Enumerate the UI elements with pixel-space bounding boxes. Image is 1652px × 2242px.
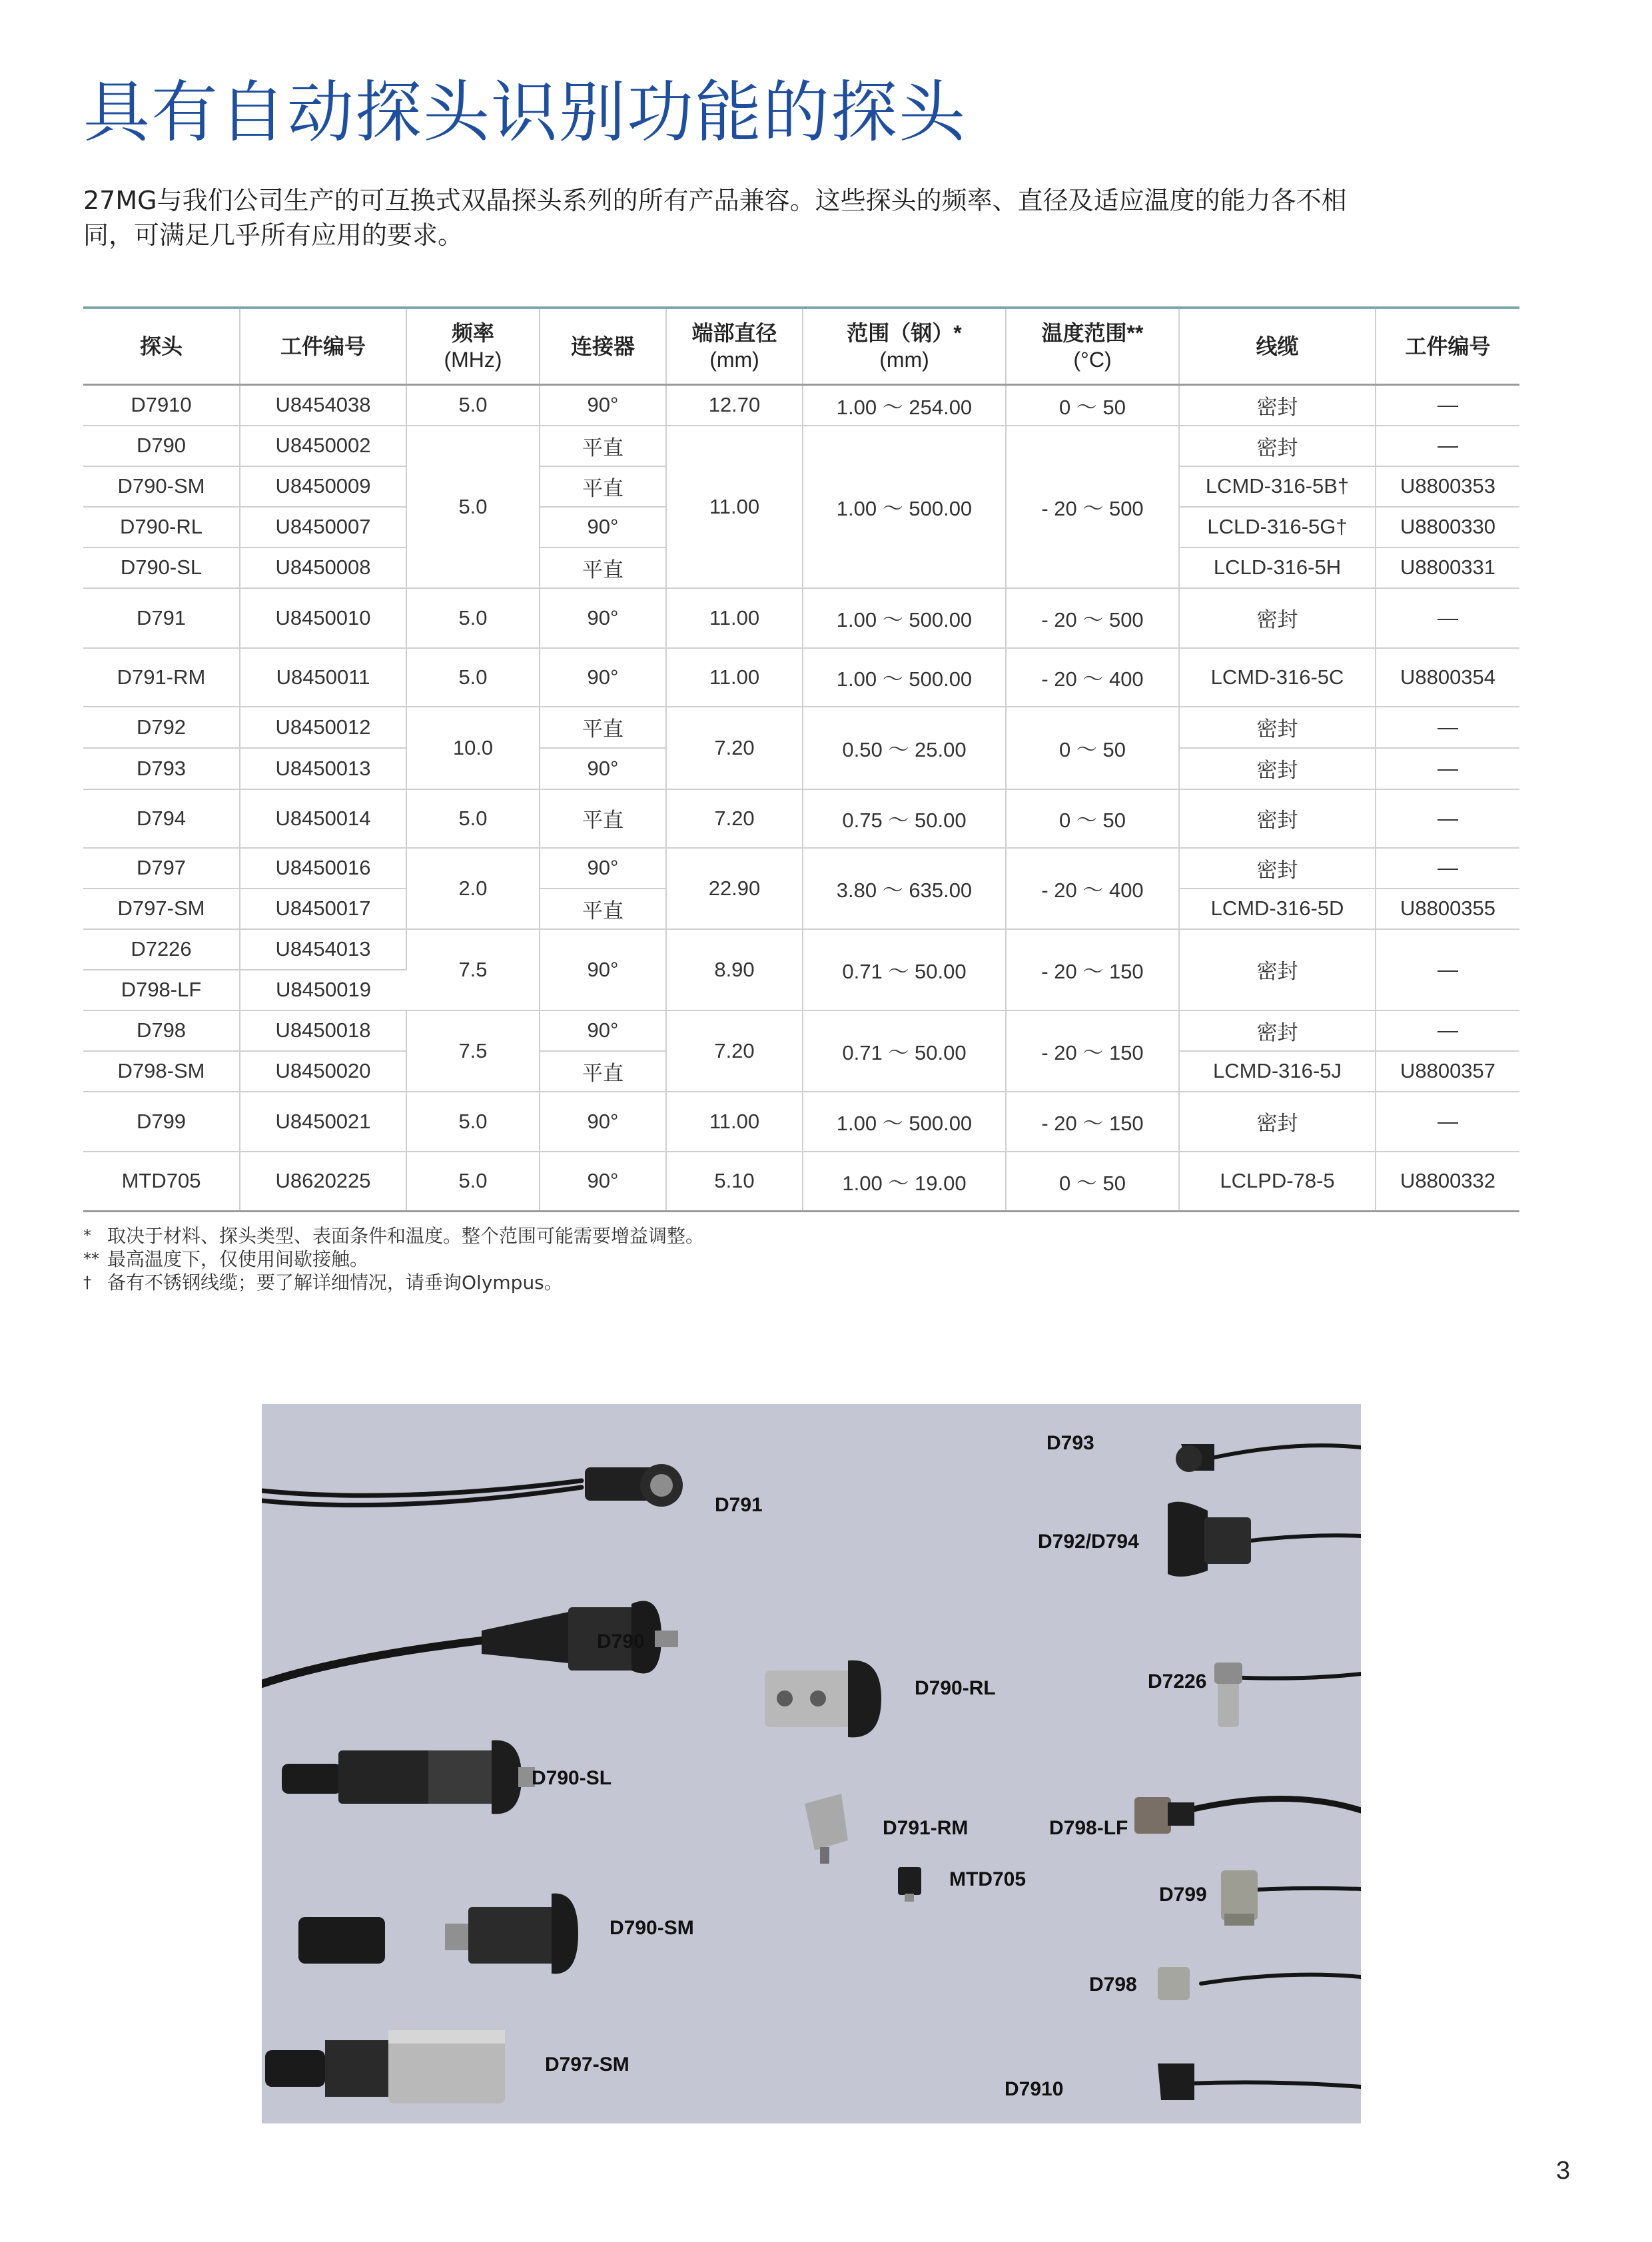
photo-label-d793: D793 xyxy=(1046,1432,1094,1454)
probe-spec-table xyxy=(83,306,1519,1212)
photo-label-d791: D791 xyxy=(715,1494,763,1516)
d790-probe-shape xyxy=(482,1601,678,1674)
photo-label-d798: D798 xyxy=(1089,1974,1137,1996)
table-row: D799 U8450021 5.0 90° 11.00 1.00 ～ 500.00 - 20 ～ 150 密封 — xyxy=(83,1092,1519,1152)
photo-label-d790-sl: D790-SL xyxy=(532,1767,612,1789)
photo-label-d790-sm: D790-SM xyxy=(610,1917,694,1939)
d7226-probe-shape xyxy=(1214,1663,1242,1727)
page-number: 3 xyxy=(1556,2157,1571,2185)
header-range: 范围（钢）* (mm) xyxy=(803,308,1006,385)
footnotes xyxy=(83,1224,704,1294)
photo-label-d798-lf: D798-LF xyxy=(1049,1817,1128,1839)
header-tip-diameter: 端部直径 (mm) xyxy=(666,308,803,385)
table-row: D7226 U8454013 7.5 90° 8.90 0.71 ～ 50.00 - 20 ～ 150 密封 — xyxy=(83,929,1519,970)
d798-lf-probe-shape xyxy=(1134,1797,1194,1834)
header-cable: 线缆 xyxy=(1179,308,1376,385)
header-connector: 连接器 xyxy=(540,308,666,385)
photo-label-d790: D790 xyxy=(597,1631,645,1653)
d798-probe-shape xyxy=(1158,1967,1190,2000)
table-row: D798-SM U8450020 平直 LCMD-316-5J U8800357 xyxy=(83,1051,1519,1092)
table-row: D792 U8450012 10.0 平直 7.20 0.50 ～ 25.00 0 ～ 50 密封 — xyxy=(83,707,1519,748)
table-row: D798 U8450018 7.5 90° 7.20 0.71 ～ 50.00 - 20 ～ 150 密封 — xyxy=(83,1010,1519,1051)
photo-label-d797-sm: D797-SM xyxy=(545,2054,629,2075)
photo-label-d792-d794: D792/D794 xyxy=(1038,1531,1139,1553)
header-probe: 探头 xyxy=(83,308,240,385)
d790-sl-probe-shape xyxy=(282,1740,535,1814)
d790-rl-probe-shape xyxy=(765,1661,881,1738)
table-row: D798-LF U8450019 xyxy=(83,970,1519,1010)
header-part-number: 工件编号 xyxy=(240,308,406,385)
table-row: D790-RL U8450007 90° LCLD-316-5G† U8800330 xyxy=(83,507,1519,548)
intro-line-2: 同，可满足几乎所有应用的要求。 xyxy=(83,220,464,250)
probe-product-photo xyxy=(262,1404,1361,2123)
d791-probe-shape xyxy=(585,1464,683,1507)
photo-label-d7226: D7226 xyxy=(1148,1671,1207,1692)
table-row: D797 U8450016 2.0 90° 22.90 3.80 ～ 635.00 - 20 ～ 400 密封 — xyxy=(83,848,1519,889)
photo-label-d799: D799 xyxy=(1159,1884,1207,1906)
page-title: 具有自动探头识别功能的探头 xyxy=(83,73,967,151)
table-row: D791-RM U8450011 5.0 90° 11.00 1.00 ～ 500.00 - 20 ～ 400 LCMD-316-5C U8800354 xyxy=(83,648,1519,707)
probe-illustration xyxy=(262,1404,1361,2123)
table-row: D790-SM U8450009 平直 LCMD-316-5B† U8800353 xyxy=(83,466,1519,507)
footnote: † 备有不锈钢线缆；要了解详细情况，请垂询Olympus。 xyxy=(83,1272,563,1294)
d797-sm-probe-shape xyxy=(265,2030,505,2103)
d799-probe-shape xyxy=(1221,1870,1258,1926)
table-row: D791 U8450010 5.0 90° 11.00 1.00 ～ 500.00 - 20 ～ 500 密封 — xyxy=(83,588,1519,648)
photo-label-d791-rm: D791-RM xyxy=(883,1817,969,1839)
photo-label-mtd705: MTD705 xyxy=(949,1868,1027,1890)
photo-label-d790-rl: D790-RL xyxy=(915,1677,996,1699)
header-temperature: 温度范围** (°C) xyxy=(1006,308,1179,385)
table-row: D794 U8450014 5.0 平直 7.20 0.75 ～ 50.00 0 ～ 50 密封 — xyxy=(83,789,1519,848)
table-row: D790 U8450002 5.0 平直 11.00 1.00 ～ 500.00 - 20 ～ 500 密封 — xyxy=(83,426,1519,466)
d791-rm-probe-shape xyxy=(805,1794,848,1864)
d7910-probe-shape xyxy=(1158,2063,1194,2100)
d792-d794-probe-shape xyxy=(1168,1502,1251,1577)
intro-line-1: 27MG与我们公司生产的可互换式双晶探头系列的所有产品兼容。这些探头的频率、直径及适应温度的能力各不相 xyxy=(83,186,1347,215)
photo-label-d7910: D7910 xyxy=(1005,2078,1064,2100)
footnote: * 取决于材料、探头类型、表面条件和温度。整个范围可能需要增益调整。 xyxy=(83,1225,705,1247)
header-frequency: 频率 (MHz) xyxy=(406,308,540,385)
table-row: MTD705 U8620225 5.0 90° 5.10 1.00 ～ 19.00 0 ～ 50 LCLPD-78-5 U8800332 xyxy=(83,1152,1519,1212)
table-row: D7910 U8454038 5.0 90° 12.70 1.00 ～ 254.00 0 ～ 50 密封 — xyxy=(83,385,1519,426)
header-cable-part-number: 工件编号 xyxy=(1376,308,1519,385)
mtd705-probe-shape xyxy=(898,1867,921,1902)
d790-sm-probe-shape xyxy=(298,1894,578,1974)
footnote: ** 最高温度下，仅使用间歇接触。 xyxy=(83,1248,369,1270)
table-row: D790-SL U8450008 平直 LCLD-316-5H U8800331 xyxy=(83,548,1519,588)
intro-paragraph xyxy=(83,183,1522,252)
table-row: D793 U8450013 90° 密封 — xyxy=(83,748,1519,789)
table-row: D797-SM U8450017 平直 LCMD-316-5D U8800355 xyxy=(83,889,1519,929)
d793-probe-shape xyxy=(1176,1444,1214,1472)
table-header-row xyxy=(83,308,1519,385)
